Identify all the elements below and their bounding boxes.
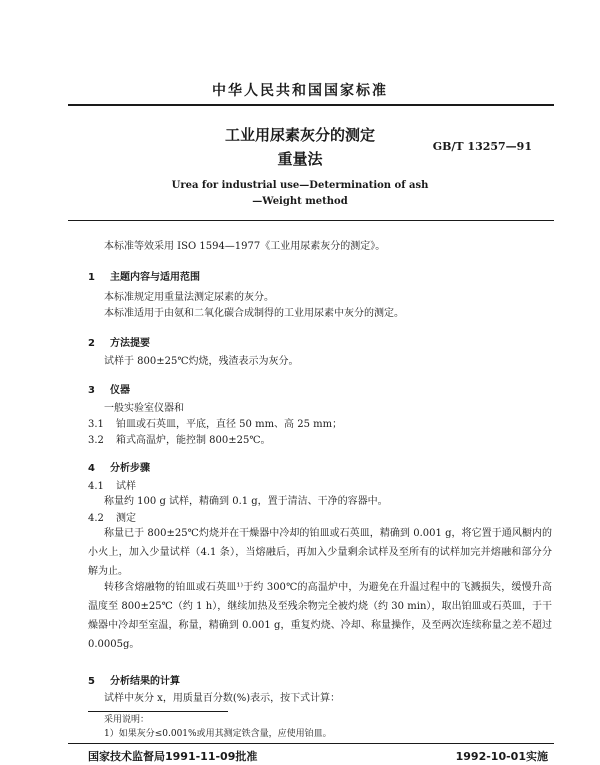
item-text: 箱式高温炉，能控制 800±25℃。 <box>116 435 271 446</box>
subsection-4-2-paragraph-2: 转移含熔融物的铂皿或石英皿¹⁾于约 300℃的高温炉中，为避免在升温过程中的飞溅损失，缓慢升高温度至 800±25℃（约 1 h），继续加热及至残余物完全被灼烧（约 30 min），取出铂皿或石英皿，于干燥器中冷却至室温，称量，精确到 0.001 g，重复灼烧、冷却、称量操作，及至两次连续称量之差不超过 0.0005g。 <box>88 582 552 650</box>
section-title: 分析结果的计算 <box>110 676 180 687</box>
document-title: 工业用尿素灰分的测定 <box>224 126 375 144</box>
subsection-4-2-paragraph-1: 称量已于 800±25℃灼烧并在干燥器中冷却的铂皿或石英皿，精确到 0.001 g，将它置于通风橱内的小火上，加入少量试样（4.1 条），当熔融后，再加入少量剩余试样及至所有的试样加完并熔融和部分分解为止。 <box>88 528 552 577</box>
standard-code: GB/T 13257—91 <box>432 140 532 153</box>
section-number: 1 <box>88 272 95 283</box>
footnote-1: 1）如果灰分≤0.001%或用其测定铁含量，应使用铂皿。 <box>104 729 332 739</box>
section-5-paragraph: 试样中灰分 x，用质量百分数(%)表示，按下式计算： <box>104 693 341 704</box>
standard-header: 中华人民共和国国家标准 <box>212 83 388 99</box>
section-number: 2 <box>88 338 95 349</box>
section-title: 主题内容与适用范围 <box>110 272 200 283</box>
subsection-4-1-heading <box>88 482 136 492</box>
section-number: 4 <box>88 463 95 474</box>
intro-paragraph: 本标准等效采用 ISO 1594—1977《工业用尿素灰分的测定》。 <box>104 241 386 252</box>
english-subtitle: —Weight method <box>252 196 348 207</box>
subsection-title: 试样 <box>116 481 136 492</box>
section-3-item-2 <box>88 436 271 446</box>
item-number: 3.2 <box>88 435 104 446</box>
section-1-heading <box>88 268 200 283</box>
section-2-paragraph: 试样于 800±25℃灼烧，残渣表示为灰分。 <box>104 356 299 367</box>
section-number: 3 <box>88 385 95 396</box>
subsection-4-1-text: 称量约 100 g 试样，精确到 0.1 g，置于清洁、干净的容器中。 <box>104 496 388 507</box>
section-title: 分析步骤 <box>110 463 150 474</box>
section-title: 方法提要 <box>110 338 150 349</box>
section-1-paragraph-2: 本标准适用于由氨和二氧化碳合成制得的工业用尿素中灰分的测定。 <box>104 308 404 319</box>
section-2-heading <box>88 334 150 349</box>
item-number: 3.1 <box>88 419 104 430</box>
section-4-heading <box>88 459 150 474</box>
subsection-number: 4.1 <box>88 481 104 492</box>
english-title: Urea for industrial use—Determination of ash <box>171 180 429 191</box>
subsection-title: 测定 <box>116 513 136 524</box>
subsection-number: 4.2 <box>88 513 104 524</box>
section-number: 5 <box>88 676 95 687</box>
title-divider <box>68 220 554 221</box>
implementation-date: 1992-10-01实施 <box>455 750 548 763</box>
document-subtitle: 重量法 <box>277 150 323 168</box>
footnote-label: 采用说明： <box>104 715 150 725</box>
footnote-divider <box>88 711 228 712</box>
approval-info: 国家技术监督局1991-11-09批准 <box>88 750 258 763</box>
section-1-paragraph-1: 本标准规定用重量法测定尿素的灰分。 <box>104 292 274 303</box>
section-3-item-1 <box>88 420 342 430</box>
header-divider <box>68 104 554 106</box>
footer-divider <box>68 743 554 744</box>
section-5-heading <box>88 672 180 687</box>
section-3-intro: 一般实验室仪器和 <box>104 403 184 414</box>
item-text: 铂皿或石英皿，平底，直径 50 mm、高 25 mm； <box>116 419 343 430</box>
subsection-4-2-heading <box>88 514 136 524</box>
section-title: 仪器 <box>110 385 130 396</box>
section-3-heading <box>88 381 130 396</box>
